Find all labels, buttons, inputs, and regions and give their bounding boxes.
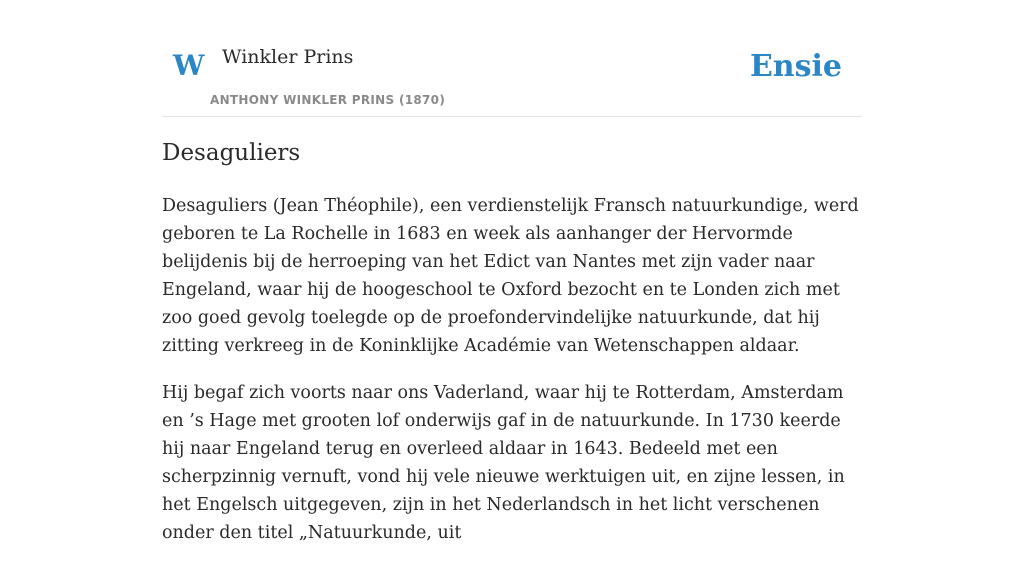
- ensie-logo[interactable]: Ensie: [749, 49, 842, 84]
- entry-paragraph: Hij begaf zich voorts naar ons Vaderland, waar hij te Rotterdam, Amsterdam en ’s Hage met grooten lof onderwijs gaf in de natuurkunde. In 1730 keerde hij naar Engeland terug en overleed aldaar in 1643. Bedeeld met een scherpzinnig vernuft, vond hij vele nieuwe werktuigen uit, en zijne lessen, in het Engelsch uitgegeven, zijn in het Nederlandsch in het licht verschenen onder den titel „Natuurkunde, uit: [162, 383, 845, 543]
- source-subtitle: ANTHONY WINKLER PRINS (1870): [210, 93, 446, 107]
- source-title[interactable]: Winkler Prins: [222, 46, 354, 68]
- source-header: [162, 0, 862, 117]
- entry-body: [162, 192, 862, 566]
- winkler-prins-logo[interactable]: W: [173, 49, 205, 82]
- entry-title: Desaguliers: [162, 140, 301, 166]
- entry-paragraph: Desaguliers (Jean Théophile), een verdienstelijk Fransch natuurkundige, werd geboren te La Rochelle in 1683 en week als aanhanger der Hervormde belijdenis bij de herroeping van het Edict van Nantes met zijn vader naar Engeland, waar hij de hoogeschool te Oxford bezocht en te Londen zich met zoo goed gevolg toelegde op de proefondervindelijke natuurkunde, dat hij zitting verkreeg in de Koninklijke Académie van Wetenschappen aldaar.: [162, 196, 859, 356]
- page: [162, 0, 862, 543]
